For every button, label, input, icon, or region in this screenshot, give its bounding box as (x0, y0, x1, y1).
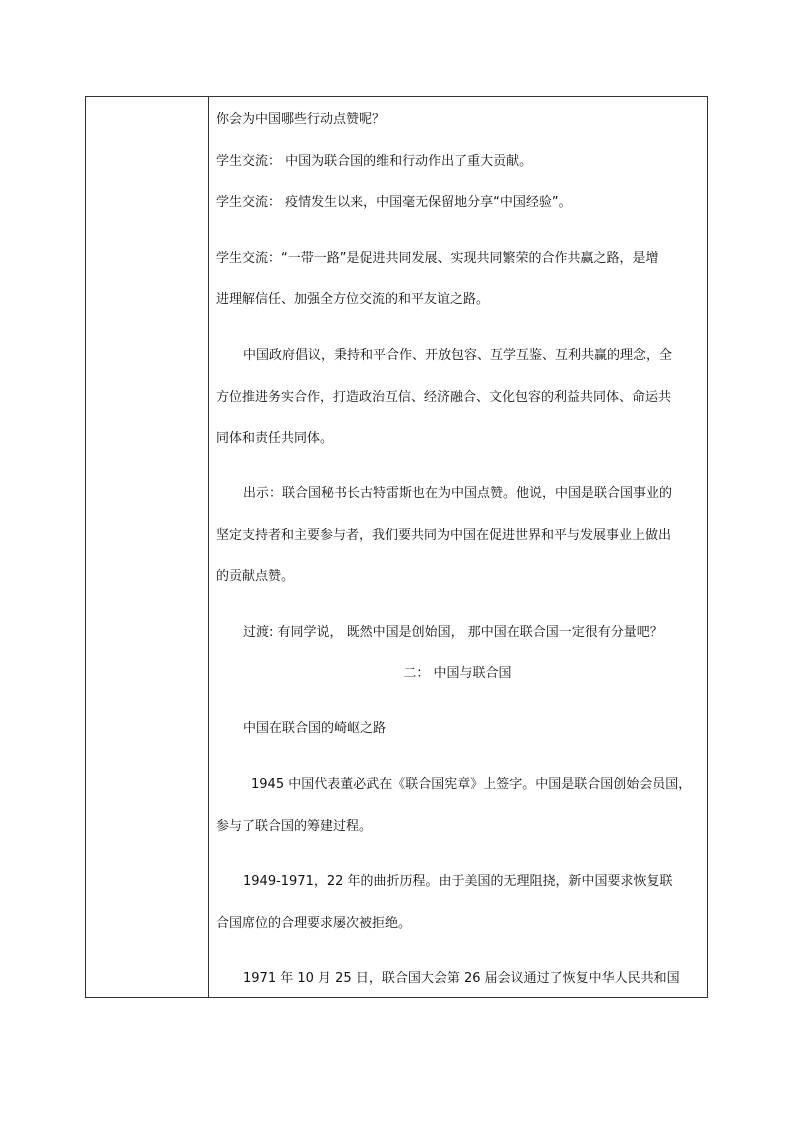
text-line: 同体和责任共同体。 (216, 431, 334, 446)
text-line: 学生交流： 疫情发生以来，中国毫无保留地分享“中国经验”。 (216, 195, 572, 210)
text-line: 进理解信任、加强全方位交流的和平友谊之路。 (216, 292, 490, 307)
text-line: 过渡: 有同学说， 既然中国是创始国， 那中国在联合国一定很有分量吧？ (243, 625, 663, 640)
text-line: 参与了联合国的筹建过程。 (216, 819, 373, 834)
text-line: 坚定支持者和主要参与者，我们要共同为中国在促进世界和平与发展事业上做出 (216, 528, 672, 543)
text-line: 中国政府倡议，秉持和平合作、开放包容、互学互鉴、互利共赢的理念，全 (243, 348, 673, 363)
text-line: 方位推进务实合作，打造政治互信、经济融合、文化包容的利益共同体、命运共 (216, 390, 672, 405)
text-line: 1945 中国代表董必武在《联合国宪章》上签字。中国是联合国创始会员国， (251, 777, 692, 792)
text-line: 学生交流： 中国为联合国的维和行动作出了重大贡献。 (216, 154, 533, 169)
table-right-cell (208, 97, 707, 997)
table-left-cell (86, 97, 209, 997)
text-line: 出示：联合国秘书长古特雷斯也在为中国点赞。他说，中国是联合国事业的 (243, 486, 673, 501)
lesson-plan-table (85, 96, 708, 998)
text-line: 合国席位的合理要求屡次被拒绝。 (216, 916, 412, 931)
text-line: 1949-1971，22 年的曲折历程。由于美国的无理阻挠，新中国要求恢复联 (243, 874, 673, 889)
section-heading: 二： 中国与联合国 (403, 666, 512, 681)
text-line: 的贡献点赞。 (216, 569, 295, 584)
text-line: 1971 年 10 月 25 日，联合国大会第 26 届会议通过了恢复中华人民共和国 (243, 971, 680, 986)
text-line: 你会为中国哪些行动点赞呢？ (216, 112, 386, 127)
text-line: 学生交流：“一带一路”是促进共同发展、实现共同繁荣的合作共赢之路，是增 (216, 251, 659, 266)
text-line: 中国在联合国的崎岖之路 (243, 721, 387, 736)
